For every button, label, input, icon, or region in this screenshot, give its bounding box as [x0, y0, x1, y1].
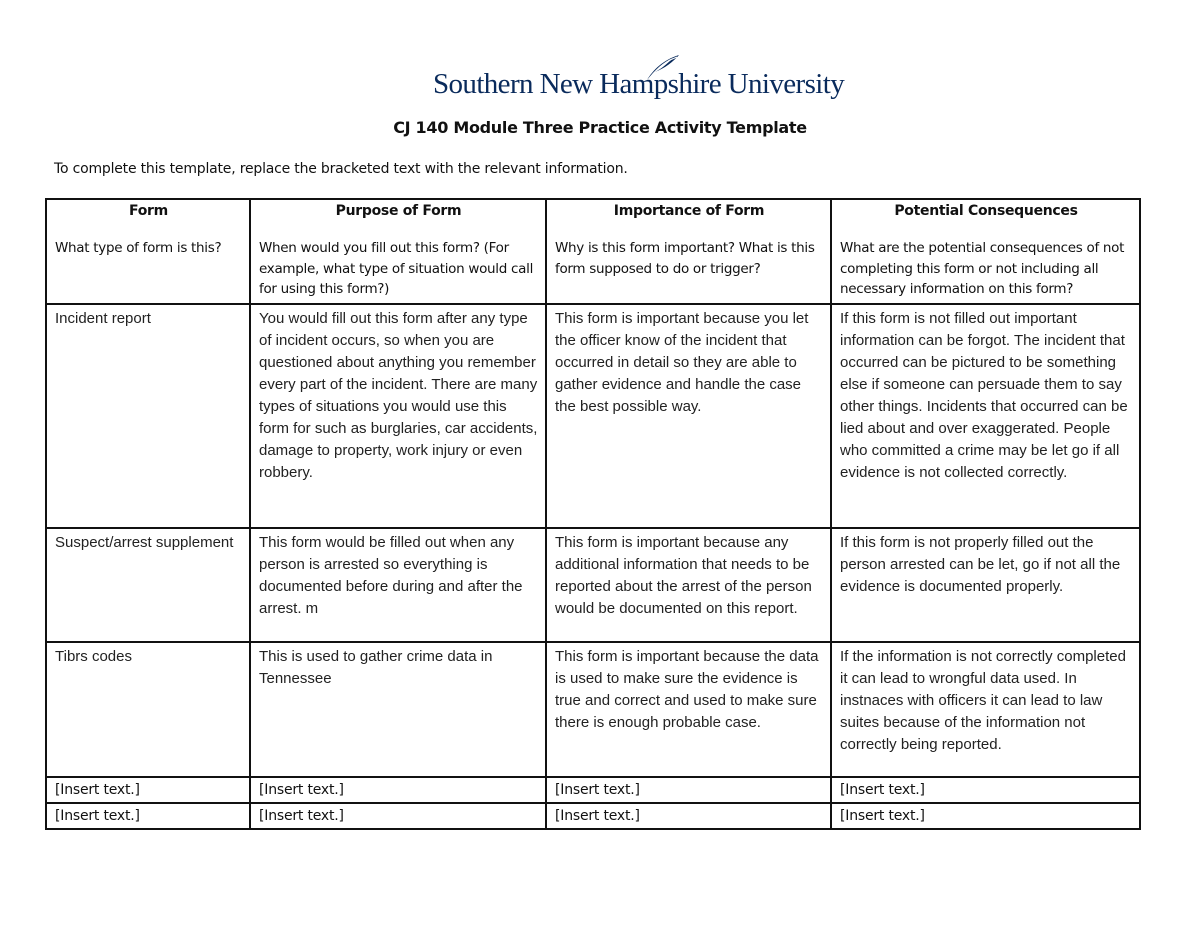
- column-header-importance: [546, 199, 831, 304]
- table-cell-form[interactable]: Suspect/arrest supplement: [46, 528, 250, 642]
- placeholder-cell[interactable]: [Insert text.]: [46, 803, 250, 829]
- column-description: What type of form is this?: [55, 240, 222, 256]
- column-description: Why is this form important? What is this form supposed to do or trigger?: [555, 240, 815, 277]
- placeholder-row: [46, 777, 1140, 803]
- placeholder-cell[interactable]: [Insert text.]: [546, 803, 831, 829]
- table-cell-purpose[interactable]: This is used to gather crime data in Tennessee: [250, 642, 546, 777]
- table-cell-consequences[interactable]: If this form is not filled out important information can be forgot. The incident that occurred can be pictured to be something else if someone can persuade them to say other things. Incidents that occurred can be lied about and over exaggerated. People who committed a crime may be let go if all evidence is not collected correctly.: [831, 304, 1140, 528]
- placeholder-cell[interactable]: [Insert text.]: [546, 777, 831, 803]
- column-header-form: [46, 199, 250, 304]
- table-cell-importance[interactable]: This form is important because you let the officer know of the incident that occurred in detail so they are able to gather evidence and handle the case the best possible way.: [546, 304, 831, 528]
- column-header-purpose: [250, 199, 546, 304]
- table-row: [46, 528, 1140, 642]
- table-cell-consequences[interactable]: If this form is not properly filled out the person arrested can be let, go if not all the evidence is documented properly.: [831, 528, 1140, 642]
- column-title: Purpose of Form: [335, 203, 462, 219]
- table-row: [46, 304, 1140, 528]
- column-description: What are the potential consequences of not completing this form or not including all necessary information on this form?: [840, 240, 1125, 297]
- placeholder-row: [46, 803, 1140, 829]
- column-title: Importance of Form: [613, 203, 765, 219]
- logo-wordmark: Southern New Hampshire University: [433, 68, 845, 100]
- table-cell-purpose[interactable]: You would fill out this form after any type of incident occurs, so when you are questioned about anything you remember every part of the incident. There are many types of situations you would use this form for such as burglaries, car accidents, damage to property, work injury or even robbery.: [250, 304, 546, 528]
- column-title: Form: [129, 203, 168, 219]
- placeholder-cell[interactable]: [Insert text.]: [250, 803, 546, 829]
- placeholder-cell[interactable]: [Insert text.]: [831, 803, 1140, 829]
- leaf-icon: [643, 52, 683, 82]
- table-cell-form[interactable]: Incident report: [46, 304, 250, 528]
- placeholder-cell[interactable]: [Insert text.]: [250, 777, 546, 803]
- column-description: When would you fill out this form? (For example, what type of situation would call for using this form?): [259, 240, 534, 297]
- table-header-row: [46, 199, 1140, 304]
- column-header-consequences: [831, 199, 1140, 304]
- university-logo: [433, 58, 845, 108]
- instructions-text: To complete this template, replace the bracketed text with the relevant information.: [54, 161, 628, 177]
- table-cell-purpose[interactable]: This form would be filled out when any person is arrested so everything is documented before during and after the arrest. m: [250, 528, 546, 642]
- table-cell-consequences[interactable]: If the information is not correctly completed it can lead to wrongful data used. In instnaces with officers it can lead to law suites because of the information not correctly being reported.: [831, 642, 1140, 777]
- table-cell-importance[interactable]: This form is important because the data is used to make sure the evidence is true and correct and used to make sure there is enough probable case.: [546, 642, 831, 777]
- table-row: [46, 642, 1140, 777]
- table-cell-importance[interactable]: This form is important because any additional information that needs to be reported about the arrest of the person would be documented on this report.: [546, 528, 831, 642]
- table-cell-form[interactable]: Tibrs codes: [46, 642, 250, 777]
- page-title: CJ 140 Module Three Practice Activity Template: [393, 118, 807, 137]
- placeholder-cell[interactable]: [Insert text.]: [831, 777, 1140, 803]
- placeholder-cell[interactable]: [Insert text.]: [46, 777, 250, 803]
- practice-activity-table: [45, 198, 1141, 830]
- column-title: Potential Consequences: [894, 203, 1078, 219]
